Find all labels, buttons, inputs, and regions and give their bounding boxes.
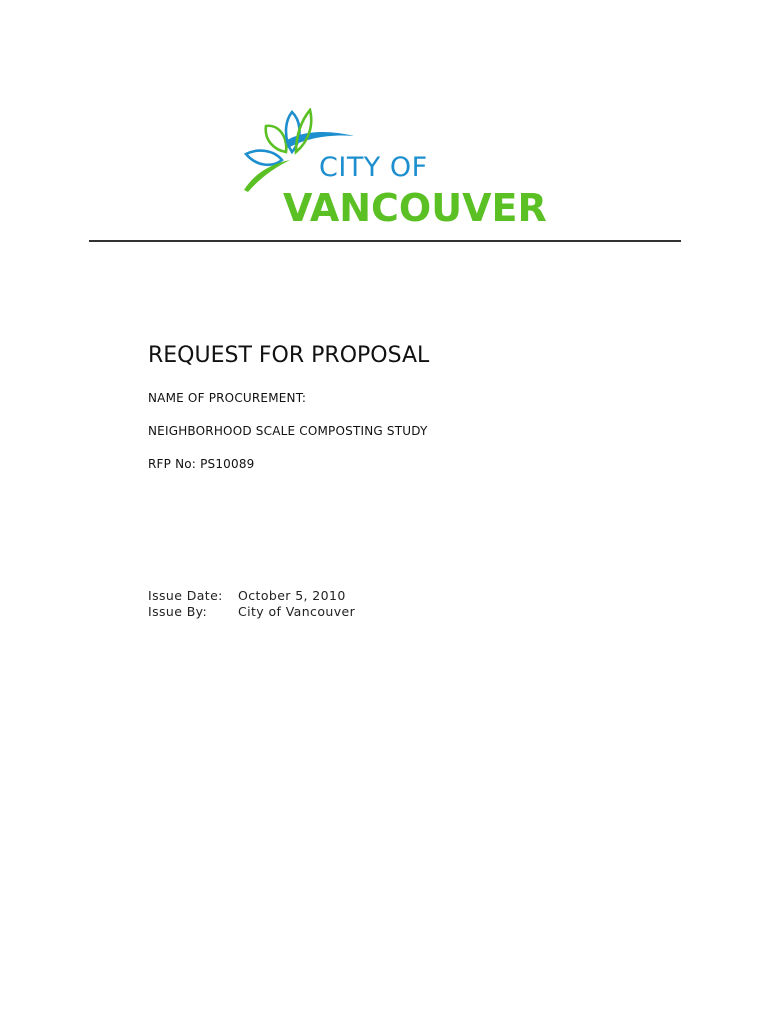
logo-city-of-text: CITY OF bbox=[319, 152, 428, 183]
rfp-number: RFP No: PS10089 bbox=[148, 457, 255, 471]
issue-by-label: Issue By: bbox=[148, 604, 208, 619]
header-divider bbox=[89, 240, 681, 242]
city-of-vancouver-logo bbox=[240, 108, 547, 230]
logo-vancouver-text: VANCOUVER bbox=[283, 186, 547, 230]
issue-by-value: City of Vancouver bbox=[238, 604, 356, 619]
procurement-label: NAME OF PROCUREMENT: bbox=[148, 391, 307, 405]
document-title: REQUEST FOR PROPOSAL bbox=[148, 343, 430, 368]
issue-date-label: Issue Date: bbox=[148, 588, 223, 603]
issue-date-value: October 5, 2010 bbox=[238, 588, 346, 603]
procurement-name: NEIGHBORHOOD SCALE COMPOSTING STUDY bbox=[148, 424, 428, 438]
